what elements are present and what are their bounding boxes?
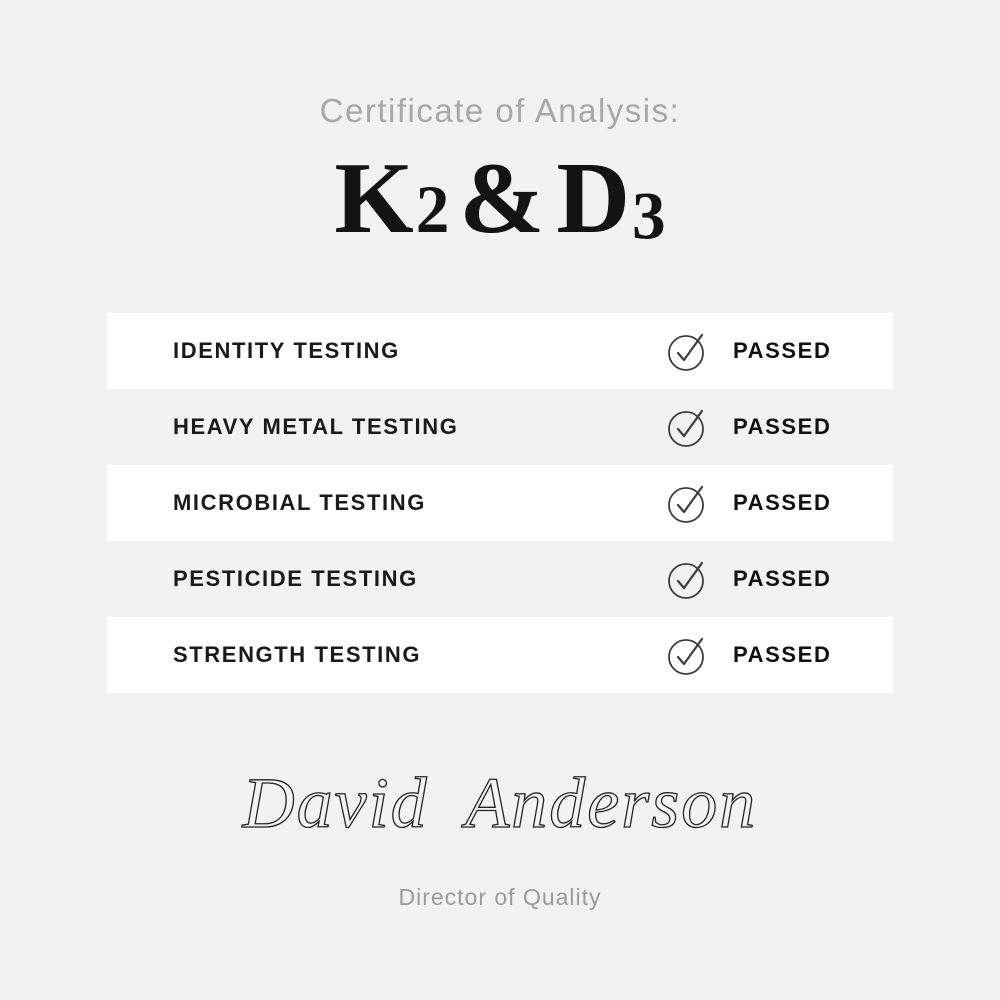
certificate-subtitle: Certificate of Analysis: (319, 92, 681, 129)
title-digit-2: 2 (415, 172, 450, 247)
test-name-label: MICROBIAL TESTING (173, 490, 426, 515)
status-badge: PASSED (733, 338, 832, 363)
table-row-heavy-metal-testing (107, 389, 893, 465)
status-badge: PASSED (733, 642, 832, 667)
signature-script (190, 745, 810, 865)
title-letter-d: D (556, 142, 632, 255)
test-name-label: HEAVY METAL TESTING (173, 414, 459, 439)
test-name-label: PESTICIDE TESTING (173, 566, 418, 591)
test-name-label: STRENGTH TESTING (173, 642, 422, 667)
status-badge: PASSED (733, 566, 832, 591)
title-digit-3: 3 (631, 178, 666, 254)
table-row-strength-testing (107, 617, 893, 693)
title-ampersand: & (459, 142, 547, 255)
status-group (667, 558, 893, 600)
signature (0, 745, 1000, 870)
check-circle-icon (667, 482, 707, 524)
check-circle-icon (667, 406, 707, 448)
test-results-table (107, 313, 893, 693)
title-letter-k: K (334, 142, 416, 255)
certificate-title (0, 142, 1000, 261)
table-row-pesticide-testing (107, 541, 893, 617)
table-row-identity-testing (107, 313, 893, 389)
status-group (667, 482, 893, 524)
check-circle-icon (667, 330, 707, 372)
status-group (667, 634, 893, 676)
check-circle-icon (667, 634, 707, 676)
signer-role: Director of Quality (398, 884, 602, 910)
check-circle-icon (667, 558, 707, 600)
test-name-label: IDENTITY TESTING (173, 338, 400, 363)
status-badge: PASSED (733, 490, 832, 515)
status-group (667, 406, 893, 448)
table-row-microbial-testing (107, 465, 893, 541)
signature-text: David Anderson (242, 763, 758, 843)
status-badge: PASSED (733, 414, 832, 439)
status-group (667, 330, 893, 372)
